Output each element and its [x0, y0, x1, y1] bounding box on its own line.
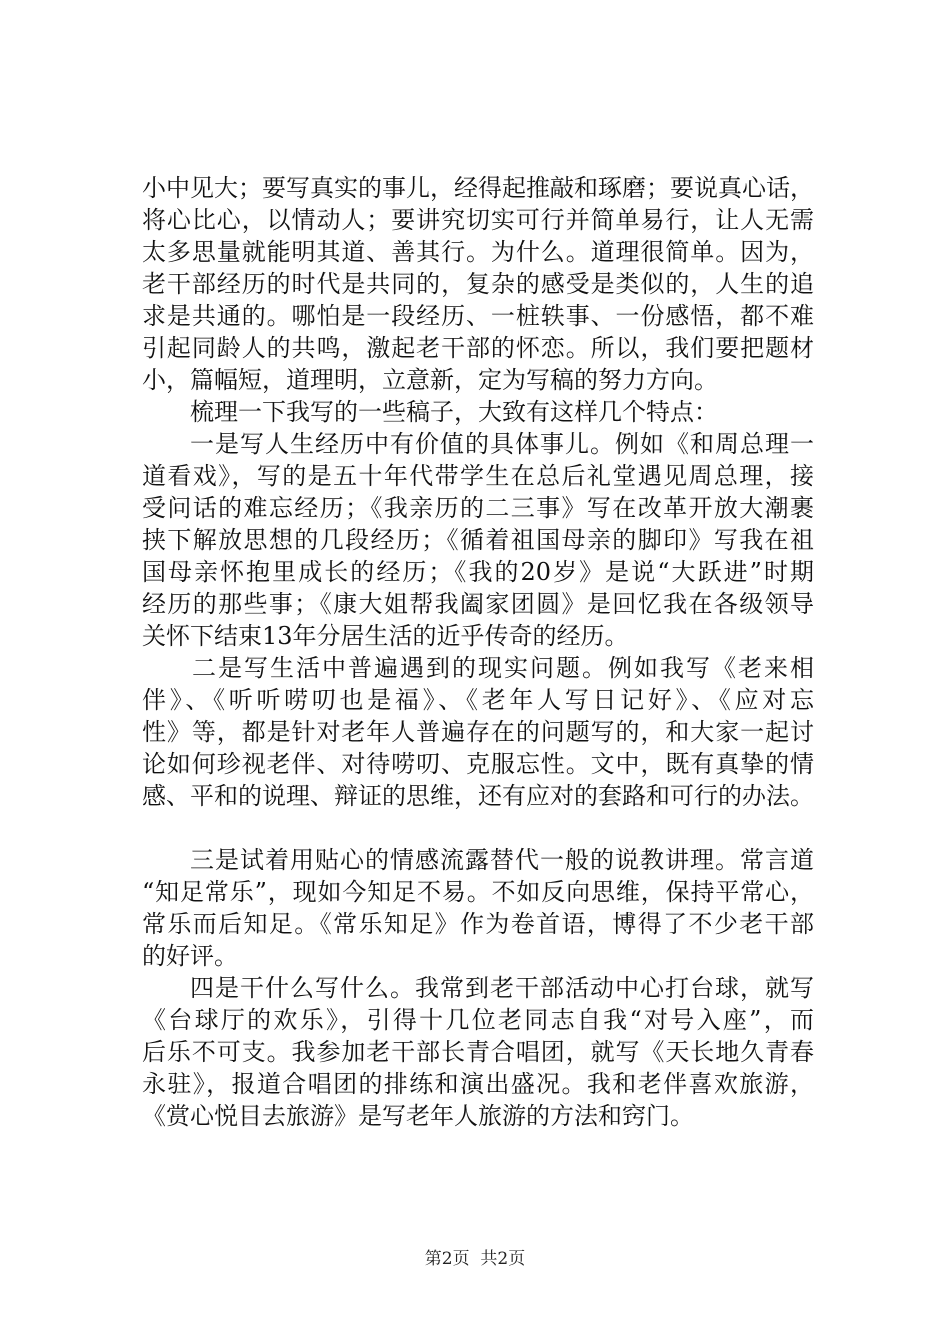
paragraph-line: 太多思量就能明其道、善其行。为什么。道理很简单。因为， — [142, 238, 814, 266]
paragraph-line: 受问话的难忘经历；《我亲历的二三事》写在改革开放大潮裹 — [142, 494, 814, 522]
paragraph-line: 引起同龄人的共鸣，激起老干部的怀恋。所以，我们要把题材 — [142, 334, 814, 362]
paragraph-line: 三是试着用贴心的情感流露替代一般的说教讲理。常言道 — [190, 846, 814, 874]
paragraph-line: 求是共通的。哪怕是一段经历、一桩轶事、一份感悟，都不难 — [142, 302, 814, 330]
paragraph-line: 挟下解放思想的几段经历；《循着祖国母亲的脚印》写我在祖 — [142, 526, 814, 554]
paragraph-gap — [142, 812, 814, 844]
paragraph-line: 《赏心悦目去旅游》是写老年人旅游的方法和窍门。 — [142, 1102, 694, 1130]
paragraph-line: 关怀下结束13年分居生活的近乎传奇的经历。 — [142, 622, 629, 650]
paragraph-line: 一是写人生经历中有价值的具体事儿。例如《和周总理一 — [190, 430, 814, 458]
paragraph-line: 后乐不可支。我参加老干部长青合唱团，就写《天长地久青春 — [142, 1038, 814, 1066]
paragraph-line: 小，篇幅短，道理明，立意新，定为写稿的努力方向。 — [142, 366, 718, 394]
page-footer: 第2页 共2页 — [424, 1249, 526, 1269]
paragraph-line: 经历的那些事；《康大姐帮我阖家团圆》是回忆我在各级领导 — [142, 590, 814, 618]
paragraph-line: “知足常乐”，现如今知足不易。不如反向思维，保持平常心， — [142, 878, 814, 906]
paragraph-line: 永驻》，报道合唱团的排练和演出盛况。我和老伴喜欢旅游， — [142, 1070, 814, 1098]
paragraph-line: 国母亲怀抱里成长的经历；《我的20岁》是说“大跃进”时期 — [142, 558, 814, 586]
paragraph-line: 道看戏》，写的是五十年代带学生在总后礼堂遇见周总理，接 — [142, 462, 814, 490]
paragraph-line: 小中见大；要写真实的事儿，经得起推敲和琢磨；要说真心话， — [142, 174, 814, 202]
paragraph-line: 性》等，都是针对老年人普遍存在的问题写的，和大家一起讨 — [142, 718, 814, 746]
paragraph-line: 感、平和的说理、辩证的思维，还有应对的套路和可行的办法。 — [142, 782, 814, 810]
body-text — [142, 172, 814, 1132]
paragraph-line: 伴》、《听听唠叨也是福》、《老年人写日记好》、《应对忘 — [142, 686, 814, 714]
paragraph-line: 论如何珍视老伴、对待唠叨、克服忘性。文中，既有真挚的情 — [142, 750, 814, 778]
paragraph-line: 四是干什么写什么。我常到老干部活动中心打台球，就写 — [190, 974, 814, 1002]
paragraph-line: 将心比心，以情动人；要讲究切实可行并简单易行，让人无需 — [142, 206, 814, 234]
paragraph-line: 二是写生活中普遍遇到的现实问题。例如我写《老来相 — [192, 654, 814, 682]
paragraph-line: 的好评。 — [142, 942, 238, 970]
paragraph-line: 《台球厅的欢乐》，引得十几位老同志自我“对号入座”，而 — [142, 1006, 814, 1034]
paragraph-line: 常乐而后知足。《常乐知足》作为卷首语，博得了不少老干部 — [142, 910, 814, 938]
paragraph-line: 老干部经历的时代是共同的，复杂的感受是类似的，人生的追 — [142, 270, 814, 298]
paragraph-line: 梳理一下我写的一些稿子，大致有这样几个特点： — [190, 398, 718, 426]
